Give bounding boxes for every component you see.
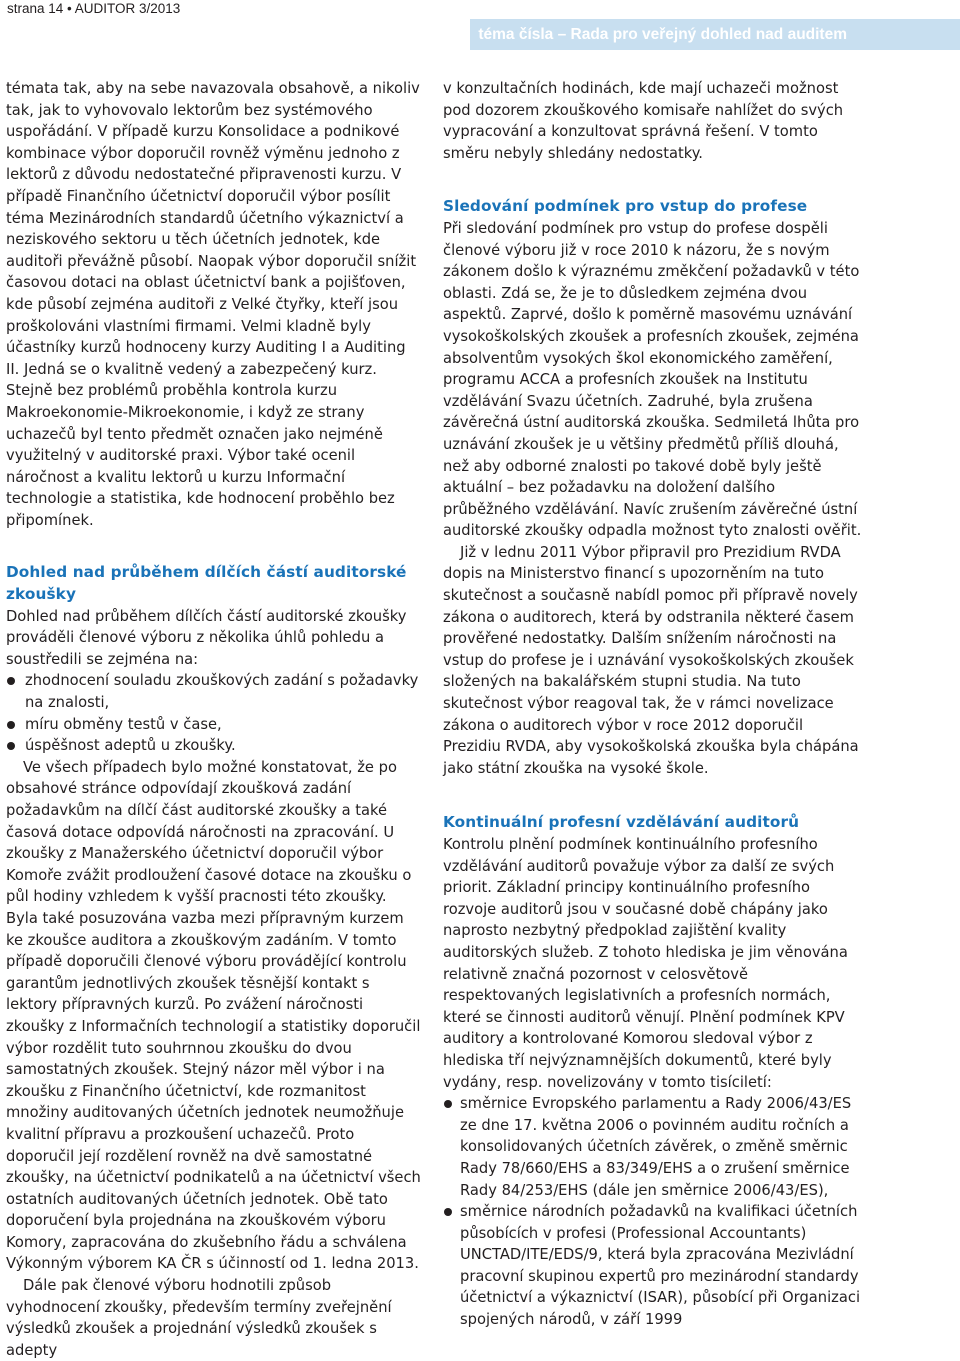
left-intro: Dohled nad průběhem dílčích částí auditorské zkoušky prováděli členové výboru z několika úhlů pohledu a soustředili se zejména na:	[6, 607, 407, 668]
topic-banner: téma čísla – Rada pro veřejný dohled nad auditem	[470, 19, 960, 50]
list-item: zhodnocení souladu zkouškových zadání s požadavky na znalosti,	[6, 670, 423, 713]
section-heading-entry-conditions: Sledování podmínek pro vstup do profese	[443, 197, 808, 216]
page-info: strana 14 • AUDITOR 3/2013	[7, 1, 181, 16]
right-paragraph-2: Při sledování podmínek pro vstup do profese dospěli členové výboru již v roce 2010 k názoru, že s novým zákonem došlo k výraznému změkčení požadavků v této oblasti. Zdá se, že je to důsledkem zejména dvou aspektů. Zaprvé, došlo k poměrně masovému uznávání vysokoškolských zkoušek a profesních zkoušek, zejména absolventům vysokých škol ekonomického zaměření, programu ACCA a profesních zkoušek na Institutu vzdělávání Svazu účetních. Zadruhé, byla zrušena závěrečná ústní auditorská zkouška. Sedmiletá lhůta pro uznávání zkoušek je u většiny předmětů příliš dlouhá, než aby odborné znalosti po takové době byly ještě aktuální – bez požadavku na doložení dalšího průběžného vzdělávání. Navíc zrušením závěrečné ústní auditorské zkoušky odpadla možnost tyto znalosti ověřit.	[443, 219, 862, 540]
list-item: směrnice Evropského parlamentu a Rady 2006/43/ES ze dne 17. května 2006 o povinném auditu ročních a konsolidovaných účetních závěrek, o změně směrnic Rady 78/660/EHS a 83/349/EHS a o zrušení směrnice Rady 84/253/EHS (dále jen směrnice 2006/43/ES),	[443, 1093, 863, 1201]
left-bullet-list	[6, 670, 423, 756]
list-item: úspěšnost adeptů u zkoušky.	[6, 735, 423, 757]
right-bullet-list	[443, 1093, 863, 1331]
list-item: směrnice národních požadavků na kvalifikaci účetních působících v profesi (Professional Accountants) UNCTAD/ITE/EDS/9, která byla zpracována Mezivládní pracovní skupinou expertů pro mezinárodní standardy účetnictví a výkaznictví (ISAR), působící při Organizaci spojených národů, v září 1999	[443, 1201, 863, 1331]
right-column	[443, 78, 863, 1331]
section-heading-continuing-education: Kontinuální profesní vzdělávání auditorů	[443, 813, 800, 832]
list-item: míru obměny testů v čase,	[6, 714, 423, 736]
page-header	[0, 0, 960, 56]
left-paragraph-2: Ve všech případech bylo možné konstatovat, že po obsahové stránce odpovídají zkoušková zadání požadavkům na dílčí část auditorské zkoušky a také časová dotace odpovídá náročnosti na zpracování. U zkoušky z Manažerského účetnictví doporučil výbor Komoře zvážit prodloužení časové dotace na zkoušku o půl hodiny vzhledem k vyšší pracnosti této zkoušky. Byla také posuzována vazba mezi přípravným kurzem ke zkoušce auditora a zkouškovým zadáním. V tomto případě doporučili členové výboru provádějící kontrolu garantům jednotlivých zkoušek těsnější kontakt s lektory přípravných kurzů. Po zvážení náročnosti zkoušky z Informačních technologií a statistiky doporučil výbor rozdělit tuto souhrnnou zkoušku do dvou samostatných zkoušek. Stejný názor měl výbor i na zkoušku z Finančního účetnictví, kde rozmanitost množiny auditovaných účetních jednotek neumožňuje kvalitní přípravu a prozkoušení uchazečů. Proto doporučil její rozdělení rovněž na dvě samostatné zkoušky, na účetnictví podnikatelů a na účetnictví všech ostatních auditovaných účetních jednotek. Obě tato doporučení byla projednána na zkouškovém výboru Komory, zapracována do zkušebního řádu a schválena Výkonným výborem KA ČR s účinností od 1. ledna 2013.	[6, 758, 421, 1273]
section-heading-partial-exams: Dohled nad průběhem dílčích částí auditorské zkoušky	[6, 563, 407, 604]
left-paragraph-3: Dále pak členové výboru hodnotili způsob vyhodnocení zkoušky, především termíny zveřejnění výsledků zkoušek a projednání výsledků zkoušek s adepty	[6, 1277, 392, 1359]
right-paragraph-1: v konzultačních hodinách, kde mají uchazeči možnost pod dozorem zkouškového komisaře nahlížet do svých vypracování a konzultovat správná řešení. V tomto směru nebyly shledány nedostatky.	[443, 80, 844, 162]
left-paragraph-1: témata tak, aby na sebe navazovala obsahově, a nikoliv tak, jak to vyhovovalo lektorům bez systémového uspořádání. V případě kurzu Konsolidace a podnikové kombinace výbor doporučil rovněž výměnu jednoho z lektorů z důvodu nedostatečné připravenosti kurzu. V případě Finančního účetnictví doporučil výbor posílit téma Mezinárodních standardů účetního výkaznictví a neziskového sektoru u těch účetních jednotek, kde auditoři převážně působí. Naopak výbor doporučil snížit časovou dotaci na oblast účetnictví bank a pojišťoven, kde působí zejména auditoři z Velké čtyřky, kteří jsou proškolováni vlastními firmami. Velmi kladně byly účastníky kurzů hodnoceny kurzy Auditing I a Auditing II. Jedná se o kvalitně vedený a zabezpečený kurz. Stejně bez problémů proběhla kontrola kurzu Makroekonomie-Mikroekonomie, i když ze strany uchazečů byl tento předmět označen jako nejméně využitelný v auditorské praxi. Výbor také ocenil náročnost a kvalitu lektorů u kurzu Informační technologie a statistika, kde hodnocení proběhlo bez připomínek.	[6, 80, 420, 529]
right-paragraph-3: Již v lednu 2011 Výbor připravil pro Prezidium RVDA dopis na Ministerstvo financí s upozorněním na tuto skutečnost a současně nabídl pomoc při přípravě novely zákona o auditorech, která by odstranila některé časem prověřené nedostatky. Dalším snížením náročnosti na vstup do profese je i uznávání vysokoškolských zkoušek složených na bakalářském stupni studia. Na tuto skutečnost výbor reagoval tak, že v rámci novelizace zákona o auditorech výbor v roce 2012 doporučil Prezidiu RVDA, aby vysokoškolská zkouška byla chápána jako státní zkouška na vysoké škole.	[443, 543, 859, 777]
right-paragraph-4: Kontrolu plnění podmínek kontinuálního profesního vzdělávání auditorů považuje výbor za další ze svých priorit. Základní principy kontinuálního profesního rozvoje auditorů jsou v současné době chápány jako naprosto nezbytný předpoklad zajištění kvality auditorských služeb. Z tohoto hlediska je jim věnována relativně značná pozornost v celosvětově respektovaných legislativních a profesních normách, které se činnosti auditorů věnují. Plnění podmínek KPV auditory a kontrolované Komorou sledoval výbor z hlediska tří nejvýznamnějších dokumentů, které byly vydány, resp. novelizovány v tomto tisíciletí:	[443, 836, 848, 1091]
left-column	[6, 78, 423, 1361]
